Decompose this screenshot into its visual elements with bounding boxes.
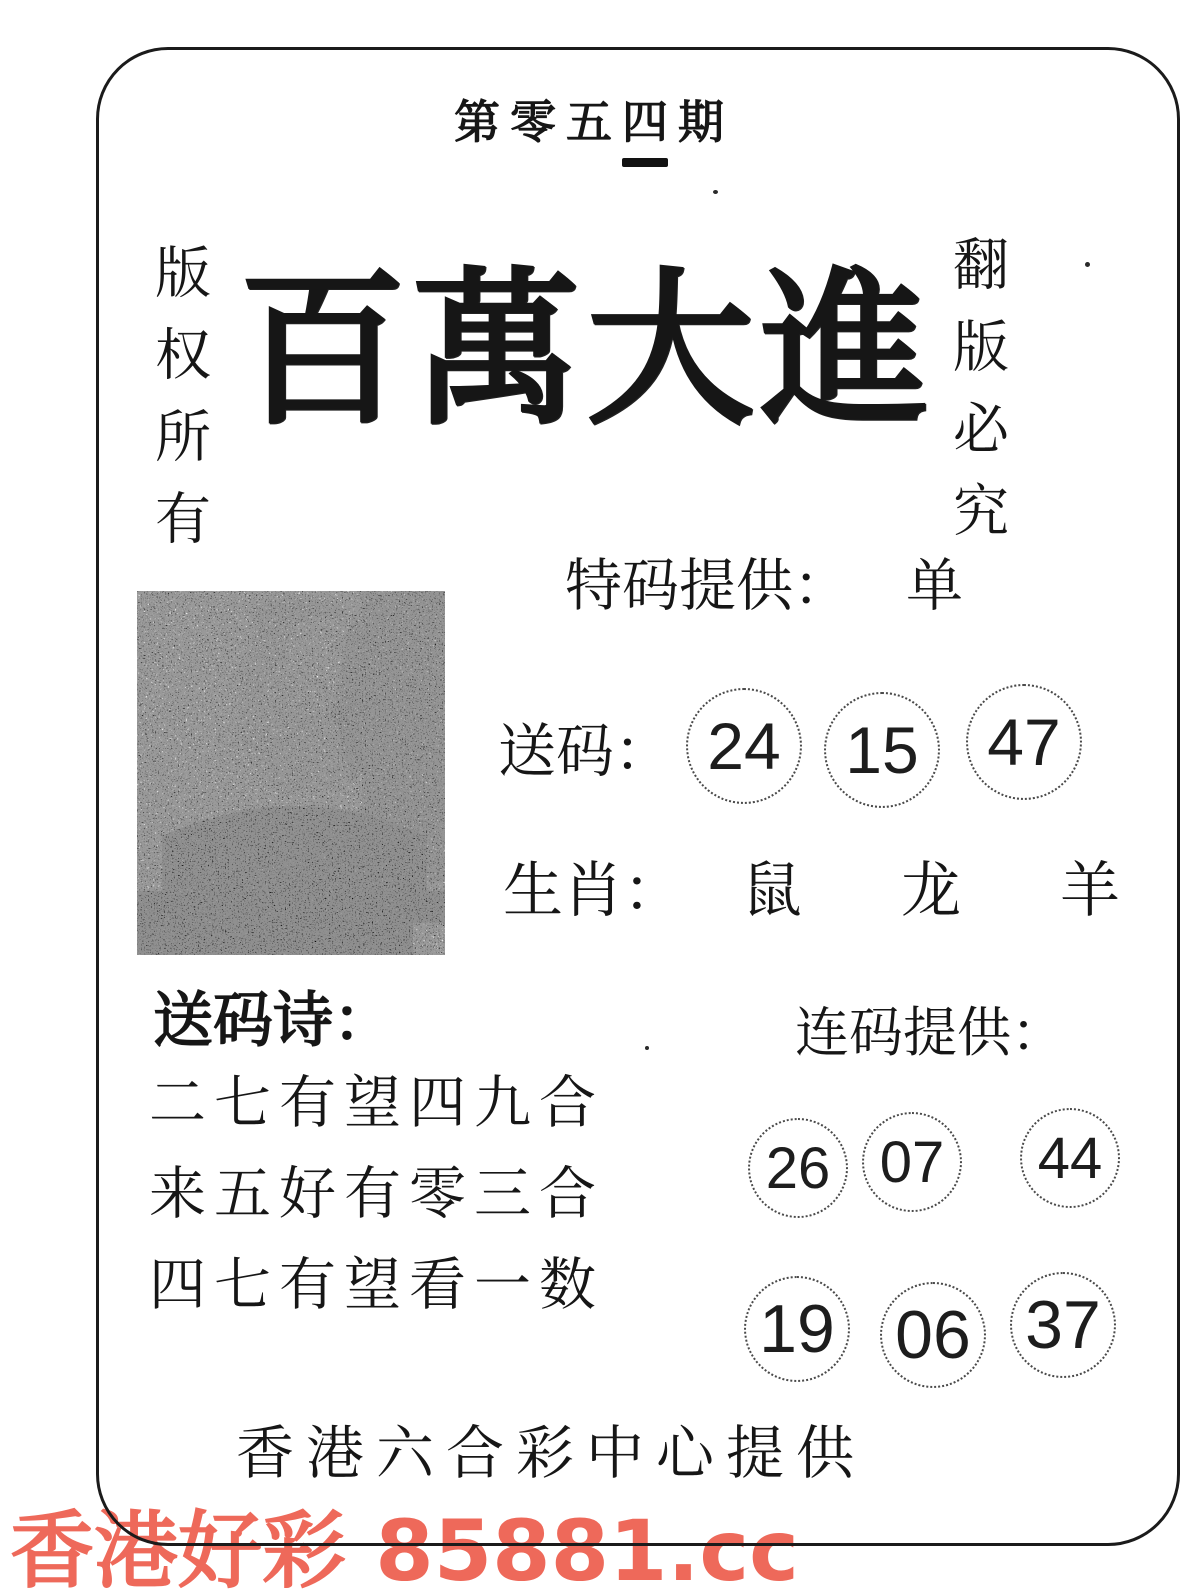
poem-line: 来五好有零三合 — [149, 1163, 604, 1226]
issue-underline-dash — [622, 158, 668, 167]
copyright-right-column: 翻版必究 — [945, 235, 1007, 563]
serial-code-ball: 26 — [748, 1118, 848, 1218]
issue-number-heading: 第零五四期 — [454, 97, 734, 148]
special-code-line — [565, 540, 963, 622]
provider-line: 香港六合彩中心提供 — [236, 1421, 867, 1486]
poem-label: 送码诗： — [153, 988, 393, 1054]
scan-speck — [713, 190, 718, 194]
copyright-left-column: 版权所有 — [147, 243, 209, 571]
sheet-title: 百萬大進 — [238, 259, 934, 445]
serial-code-ball: 44 — [1020, 1108, 1120, 1208]
poem-line: 四七有望看一数 — [149, 1254, 604, 1317]
scan-speck — [1085, 262, 1090, 267]
serial-code-ball: 19 — [744, 1276, 850, 1382]
gift-code-ball: 24 — [686, 688, 802, 804]
serial-code-ball: 06 — [880, 1282, 986, 1388]
special-code-value: 单 — [906, 555, 963, 618]
serial-code-ball: 37 — [1010, 1272, 1116, 1378]
portrait-photo — [137, 591, 445, 955]
gift-codes-label: 送码： — [498, 719, 673, 784]
zodiac-label: 生肖： — [503, 858, 683, 924]
gift-code-ball: 47 — [966, 684, 1082, 800]
poem-lines — [149, 1058, 604, 1331]
poem-line: 二七有望四九合 — [149, 1072, 604, 1135]
zodiac-value: 鼠 龙 羊 — [742, 858, 1162, 924]
scan-speck — [645, 1046, 649, 1050]
serial-code-ball: 07 — [862, 1112, 962, 1212]
special-code-label: 特码提供： — [565, 555, 850, 618]
serial-codes-label: 连码提供： — [795, 1003, 1065, 1063]
site-watermark: 香港好彩 85881.cc — [10, 1502, 799, 1596]
gift-code-ball: 15 — [824, 692, 940, 808]
zodiac-line — [503, 843, 1162, 929]
